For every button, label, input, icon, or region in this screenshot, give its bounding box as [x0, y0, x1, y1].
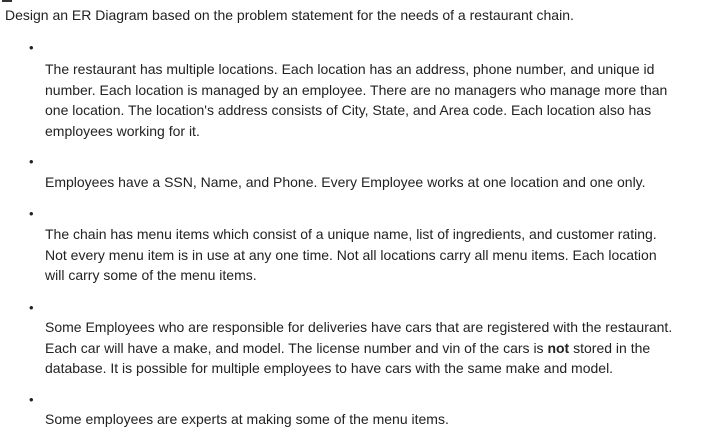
bullet-marker: •	[29, 154, 34, 169]
text-line: Employees have a SSN, Name, and Phone. Every Employee works at one location and one only.	[45, 174, 646, 190]
text-line: database. It is possible for multiple employees to have cars with the same make and model.	[45, 360, 614, 376]
bullet-marker: •	[29, 206, 34, 221]
text-line: number. Each location is managed by an employee. There are no managers who manage more than	[45, 81, 668, 98]
list-item-menu-items	[45, 224, 705, 286]
bullet-marker: •	[29, 300, 34, 315]
list-item-locations	[45, 59, 705, 141]
text-line: The chain has menu items which consist of a unique name, list of ingredients, and customer rating.	[45, 226, 657, 242]
text-line: The restaurant has multiple locations. Each location has an address, phone number, and unique id	[45, 61, 655, 77]
emphasis-not: not	[547, 339, 570, 356]
list-item-employees	[45, 172, 705, 193]
text-line-with-emphasis	[45, 338, 705, 359]
text-line: one location. The location's address consists of City, State, and Area code. Each location also has	[45, 102, 652, 118]
text-line: will carry some of the menu items.	[45, 267, 257, 283]
text-line: Some employees are experts at making some of the menu items.	[45, 411, 449, 427]
text-line: Some Employees who are responsible for deliveries have cars that are registered with the restaurant.	[45, 319, 673, 335]
list-item-delivery-cars	[45, 317, 705, 379]
text-line: Not every menu item is in use at any one time. Not all locations carry all menu items. Each location	[45, 246, 657, 263]
text-segment: Each car will have a make, and model. The license number and vin of the cars is	[45, 339, 548, 356]
question-heading: Design an ER Diagram based on the problem statement for the needs of a restaurant chain.	[5, 7, 574, 23]
text-line: employees working for it.	[45, 122, 200, 139]
bullet-marker: •	[29, 392, 34, 407]
corner-mark	[2, 0, 12, 2]
list-item-experts	[45, 409, 705, 430]
bullet-marker: •	[29, 40, 34, 55]
text-segment: stored in the	[569, 339, 651, 356]
